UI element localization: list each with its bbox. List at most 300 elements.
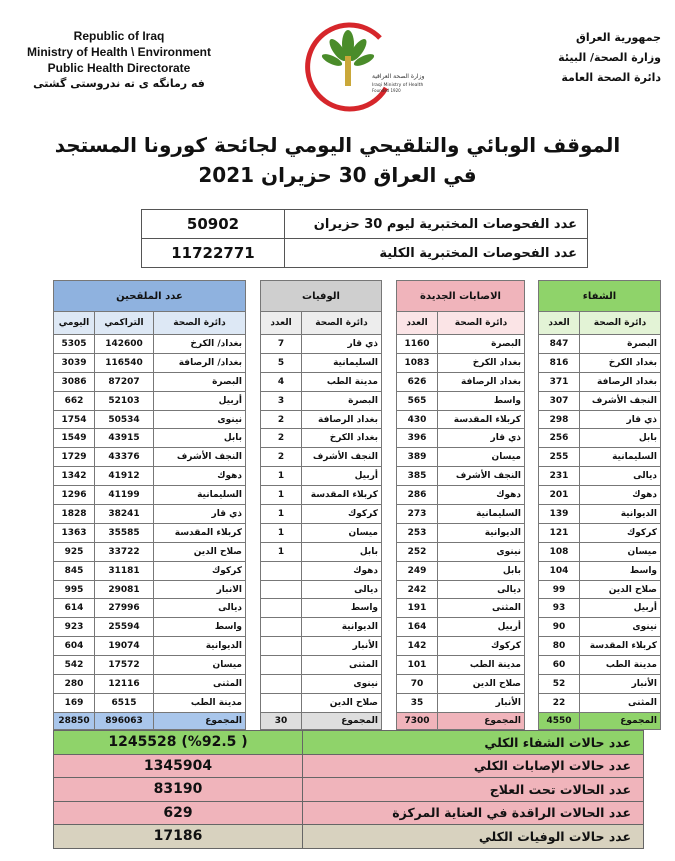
table-row [539,561,661,580]
row-cumulative: 41199 [95,486,154,505]
row-count: 191 [397,599,438,618]
table-row [261,335,382,354]
table-row [539,599,661,618]
row-region: أربيل [580,599,661,618]
row-region: واسط [302,599,382,618]
row-region: كربلاء المقدسة [580,637,661,656]
new-cases-name-header: دائرة الصحة [438,312,525,335]
row-count: 242 [397,580,438,599]
table-row [54,693,246,712]
row-region: بابل [302,542,382,561]
row-count: 371 [539,372,580,391]
row-count: 1 [261,523,302,542]
row-region: الديوانية [580,505,661,524]
table-row [539,391,661,410]
table-row [54,542,246,561]
table-row [539,542,661,561]
row-count: 99 [539,580,580,599]
header-ar-line: دائرة الصحة العامة [561,71,661,84]
row-count: 286 [397,486,438,505]
table-row [539,410,661,429]
row-cumulative: 33722 [95,542,154,561]
totals-label: عدد الحالات تحت العلاج [303,778,644,802]
row-region: كربلاء المقدسة [302,486,382,505]
row-region: بابل [438,561,525,580]
row-count: 121 [539,523,580,542]
row-cumulative: 29081 [95,580,154,599]
deaths-title: الوفيات [261,281,382,312]
row-count [261,675,302,694]
table-row [54,523,246,542]
table-row [539,429,661,448]
row-daily: 845 [54,561,95,580]
cumulative-totals-table [53,730,644,849]
row-count: 1160 [397,335,438,354]
row-region: كركوك [302,505,382,524]
recovery-title: الشفاء [539,281,661,312]
row-region: النجف الأشرف [438,467,525,486]
row-region: نينوى [154,410,246,429]
table-row [397,637,525,656]
row-daily: 5305 [54,335,95,354]
table-row [261,561,382,580]
table-row [54,467,246,486]
header-english [14,28,224,92]
row-count: 22 [539,693,580,712]
row-region: أربيل [154,391,246,410]
row-count: 385 [397,467,438,486]
row-region: بغداد الكرخ [438,353,525,372]
tests-label: عدد الفحوصات المختبرية الكلية [285,239,588,268]
totals-label: عدد حالات الوفيات الكلي [303,825,644,849]
table-row [54,335,246,354]
row-count: 1083 [397,353,438,372]
tests-summary-table [141,209,588,268]
table-row [54,637,246,656]
table-row [539,335,661,354]
table-row [54,391,246,410]
row-region: مدينة الطب [438,656,525,675]
row-count: 626 [397,372,438,391]
row-cumulative: 116540 [95,353,154,372]
table-row [397,372,525,391]
row-region: مدينة الطب [154,693,246,712]
totals-row [54,825,644,849]
row-region: بغداد الكرخ [580,353,661,372]
new-cases-block [396,280,525,730]
row-cumulative: 12116 [95,675,154,694]
table-row [261,542,382,561]
row-region: أربيل [438,618,525,637]
row-cumulative: 43376 [95,448,154,467]
row-count: 2 [261,429,302,448]
row-count: 70 [397,675,438,694]
row-region: ذي قار [154,505,246,524]
table-row [261,618,382,637]
row-count: 273 [397,505,438,524]
table-row [397,429,525,448]
row-region: صلاح الدين [154,542,246,561]
row-count: 108 [539,542,580,561]
table-row [54,353,246,372]
row-daily: 925 [54,542,95,561]
row-count: 298 [539,410,580,429]
row-region: الديوانية [438,523,525,542]
row-count: 201 [539,486,580,505]
tests-row [142,239,588,268]
row-region: النجف الأشرف [580,391,661,410]
tests-value: 50902 [142,210,285,239]
table-row [397,656,525,675]
row-count: 3 [261,391,302,410]
row-region: بغداد الرصافة [438,372,525,391]
table-row [539,693,661,712]
row-region: الأنبار [302,637,382,656]
recovery-total: 4550 [539,712,580,729]
row-cumulative: 31181 [95,561,154,580]
row-cumulative: 87207 [95,372,154,391]
row-region: الأنبار [438,693,525,712]
header-arabic [471,28,661,88]
row-count [261,693,302,712]
table-row [261,637,382,656]
table-row [397,523,525,542]
row-cumulative: 41912 [95,467,154,486]
row-daily: 542 [54,656,95,675]
table-row [539,486,661,505]
row-count: 4 [261,372,302,391]
row-region: بابل [154,429,246,448]
row-count: 52 [539,675,580,694]
row-count [261,656,302,675]
row-region: دهوك [580,486,661,505]
logo-text-ar: وزارة الصحة العراقية [372,73,425,80]
table-row [397,505,525,524]
row-cumulative: 43915 [95,429,154,448]
row-cumulative: 38241 [95,505,154,524]
row-region: صلاح الدين [438,675,525,694]
row-region: المثنى [580,693,661,712]
row-count [261,637,302,656]
row-region: كربلاء المقدسة [438,410,525,429]
table-row [261,523,382,542]
row-count: 2 [261,448,302,467]
table-row [261,505,382,524]
row-daily: 1828 [54,505,95,524]
totals-value: 629 [54,801,303,825]
totals-row [54,778,644,802]
recovery-name-header: دائرة الصحة [580,312,661,335]
row-count: 60 [539,656,580,675]
totals-row [54,801,644,825]
row-region: ديالى [154,599,246,618]
table-row [397,391,525,410]
header-ar-line: جمهورية العراق [576,31,661,44]
row-region: كركوك [580,523,661,542]
row-count: 396 [397,429,438,448]
table-row [261,448,382,467]
row-count: 255 [539,448,580,467]
new-cases-count-header: العدد [397,312,438,335]
totals-value: 83190 [54,778,303,802]
row-region: الديوانية [302,618,382,637]
row-cumulative: 25594 [95,618,154,637]
row-count [261,561,302,580]
row-region: كركوك [154,561,246,580]
row-daily: 3039 [54,353,95,372]
new-cases-total-label: المجموع [438,712,525,729]
row-count: 101 [397,656,438,675]
tests-value: 11722771 [142,239,285,268]
row-cumulative: 35585 [95,523,154,542]
row-region: الأنبار [580,675,661,694]
row-count: 816 [539,353,580,372]
row-count: 1 [261,542,302,561]
row-region: دهوك [302,561,382,580]
row-region: المثنى [438,599,525,618]
row-count: 139 [539,505,580,524]
row-count: 252 [397,542,438,561]
row-count [261,618,302,637]
table-row [539,637,661,656]
logo-text-en: Iraqi Ministry of Health [372,83,424,88]
row-cumulative: 17572 [95,656,154,675]
table-row [397,542,525,561]
table-row [397,467,525,486]
table-row [539,353,661,372]
row-region: مدينة الطب [580,656,661,675]
row-region: ذي قار [302,335,382,354]
row-cumulative: 6515 [95,693,154,712]
table-row [539,505,661,524]
row-count: 307 [539,391,580,410]
row-region: النجف الأشرف [302,448,382,467]
row-cumulative: 142600 [95,335,154,354]
table-row [539,618,661,637]
tests-row [142,210,588,239]
row-daily: 995 [54,580,95,599]
row-daily: 169 [54,693,95,712]
row-region: بابل [580,429,661,448]
new-cases-total: 7300 [397,712,438,729]
deaths-total: 30 [261,712,302,729]
row-region: السليمانية [302,353,382,372]
table-row [539,580,661,599]
table-row [261,372,382,391]
row-count: 2 [261,410,302,429]
row-region: كركوك [438,637,525,656]
row-region: دهوك [438,486,525,505]
row-cumulative: 19074 [95,637,154,656]
row-region: المثنى [154,675,246,694]
row-region: الانبار [154,580,246,599]
totals-row [54,754,644,778]
header-en-line: Public Health Directorate [47,61,191,75]
table-row [54,429,246,448]
table-row [397,599,525,618]
table-row [54,372,246,391]
table-row [539,523,661,542]
table-row [539,372,661,391]
recovery-block [538,280,661,730]
recovery-total-label: المجموع [580,712,661,729]
row-daily: 604 [54,637,95,656]
row-daily: 1342 [54,467,95,486]
table-row [261,467,382,486]
row-region: ذي قار [580,410,661,429]
row-cumulative: 50534 [95,410,154,429]
row-region: السليمانية [154,486,246,505]
row-count: 164 [397,618,438,637]
row-region: ذي قار [438,429,525,448]
table-row [397,580,525,599]
row-region: ديالى [438,580,525,599]
deaths-block [260,280,382,730]
row-count: 90 [539,618,580,637]
row-daily: 1363 [54,523,95,542]
row-region: نينوى [438,542,525,561]
row-count: 430 [397,410,438,429]
table-row [539,467,661,486]
tests-label: عدد الفحوصات المختبرية ليوم 30 حزيران [285,210,588,239]
header-en-line: Republic of Iraq [73,29,165,43]
row-daily: 3086 [54,372,95,391]
row-region: بغداد الكرخ [302,429,382,448]
row-region: البصرة [438,335,525,354]
row-daily: 280 [54,675,95,694]
row-count [261,599,302,618]
row-region: واسط [438,391,525,410]
table-row [54,675,246,694]
row-region: بغداد/ الكرخ [154,335,246,354]
row-count: 142 [397,637,438,656]
row-region: البصرة [302,391,382,410]
vaccinated-block [53,280,246,730]
row-region: واسط [154,618,246,637]
totals-label: عدد حالات الشفاء الكلي [303,731,644,755]
row-region: ميسان [438,448,525,467]
table-row [539,448,661,467]
table-row [54,656,246,675]
row-count: 1 [261,467,302,486]
vaccinated-total-label: المجموع [154,712,246,729]
table-row [261,580,382,599]
row-region: المثنى [302,656,382,675]
totals-row [54,731,644,755]
row-region: النجف الأشرف [154,448,246,467]
vaccinated-title: عدد الملقحين [54,281,246,312]
row-region: ميسان [580,542,661,561]
header-ar-line: وزارة الصحة/ البيئة [558,51,661,64]
vaccinated-total-cum: 896063 [95,712,154,729]
row-region: صلاح الدين [580,580,661,599]
row-region: السليمانية [438,505,525,524]
row-count: 389 [397,448,438,467]
row-count [261,580,302,599]
row-region: ميسان [302,523,382,542]
vaccinated-total-daily: 28850 [54,712,95,729]
row-count: 231 [539,467,580,486]
row-count: 249 [397,561,438,580]
page-subtitle: في العراق 30 حزيران 2021 [198,163,477,187]
deaths-total-label: المجموع [302,712,382,729]
row-cumulative: 52103 [95,391,154,410]
table-row [397,335,525,354]
table-row [54,618,246,637]
table-row [397,353,525,372]
row-region: مدينة الطب [302,372,382,391]
row-region: صلاح الدين [302,693,382,712]
row-count: 104 [539,561,580,580]
table-row [54,580,246,599]
row-daily: 1729 [54,448,95,467]
table-row [261,599,382,618]
table-row [397,486,525,505]
row-region: بغداد الرصافة [580,372,661,391]
row-count: 80 [539,637,580,656]
row-region: بغداد الرصافة [302,410,382,429]
table-row [261,675,382,694]
table-row [54,486,246,505]
row-region: نينوى [580,618,661,637]
table-row [54,561,246,580]
table-row [54,599,246,618]
page-title: الموقف الوبائي والتلقيحي اليومي لجائحة كورونا المستجد [54,133,621,157]
row-count: 1 [261,486,302,505]
table-row [261,486,382,505]
totals-value: 1345904 [54,754,303,778]
vaccinated-cum-header: التراكمي [95,312,154,335]
row-region: كربلاء المقدسة [154,523,246,542]
recovery-count-header: العدد [539,312,580,335]
row-daily: 1754 [54,410,95,429]
table-row [261,656,382,675]
row-daily: 614 [54,599,95,618]
row-count: 847 [539,335,580,354]
row-count: 5 [261,353,302,372]
deaths-name-header: دائرة الصحة [302,312,382,335]
table-row [397,618,525,637]
row-count: 253 [397,523,438,542]
totals-label: عدد الحالات الراقدة في العناية المركزة [303,801,644,825]
header-en-line: Ministry of Health \ Environment [26,45,212,59]
table-row [54,410,246,429]
row-region: واسط [580,561,661,580]
row-daily: 662 [54,391,95,410]
table-row [397,448,525,467]
row-count: 256 [539,429,580,448]
row-region: أربيل [302,467,382,486]
row-region: ميسان [154,656,246,675]
table-row [54,505,246,524]
header-en-line: فه رمانگه ى ته ندروستى گشتى [33,77,205,90]
table-row [397,561,525,580]
table-row [261,391,382,410]
table-row [261,429,382,448]
row-region: دهوك [154,467,246,486]
row-region: البصرة [580,335,661,354]
row-region: الديوانية [154,637,246,656]
new-cases-title: الاصابات الجديدة [397,281,525,312]
row-daily: 1549 [54,429,95,448]
row-count: 1 [261,505,302,524]
table-row [539,675,661,694]
row-region: ديالى [580,467,661,486]
row-region: البصرة [154,372,246,391]
row-count: 35 [397,693,438,712]
table-row [261,353,382,372]
vaccinated-name-header: دائرة الصحة [154,312,246,335]
